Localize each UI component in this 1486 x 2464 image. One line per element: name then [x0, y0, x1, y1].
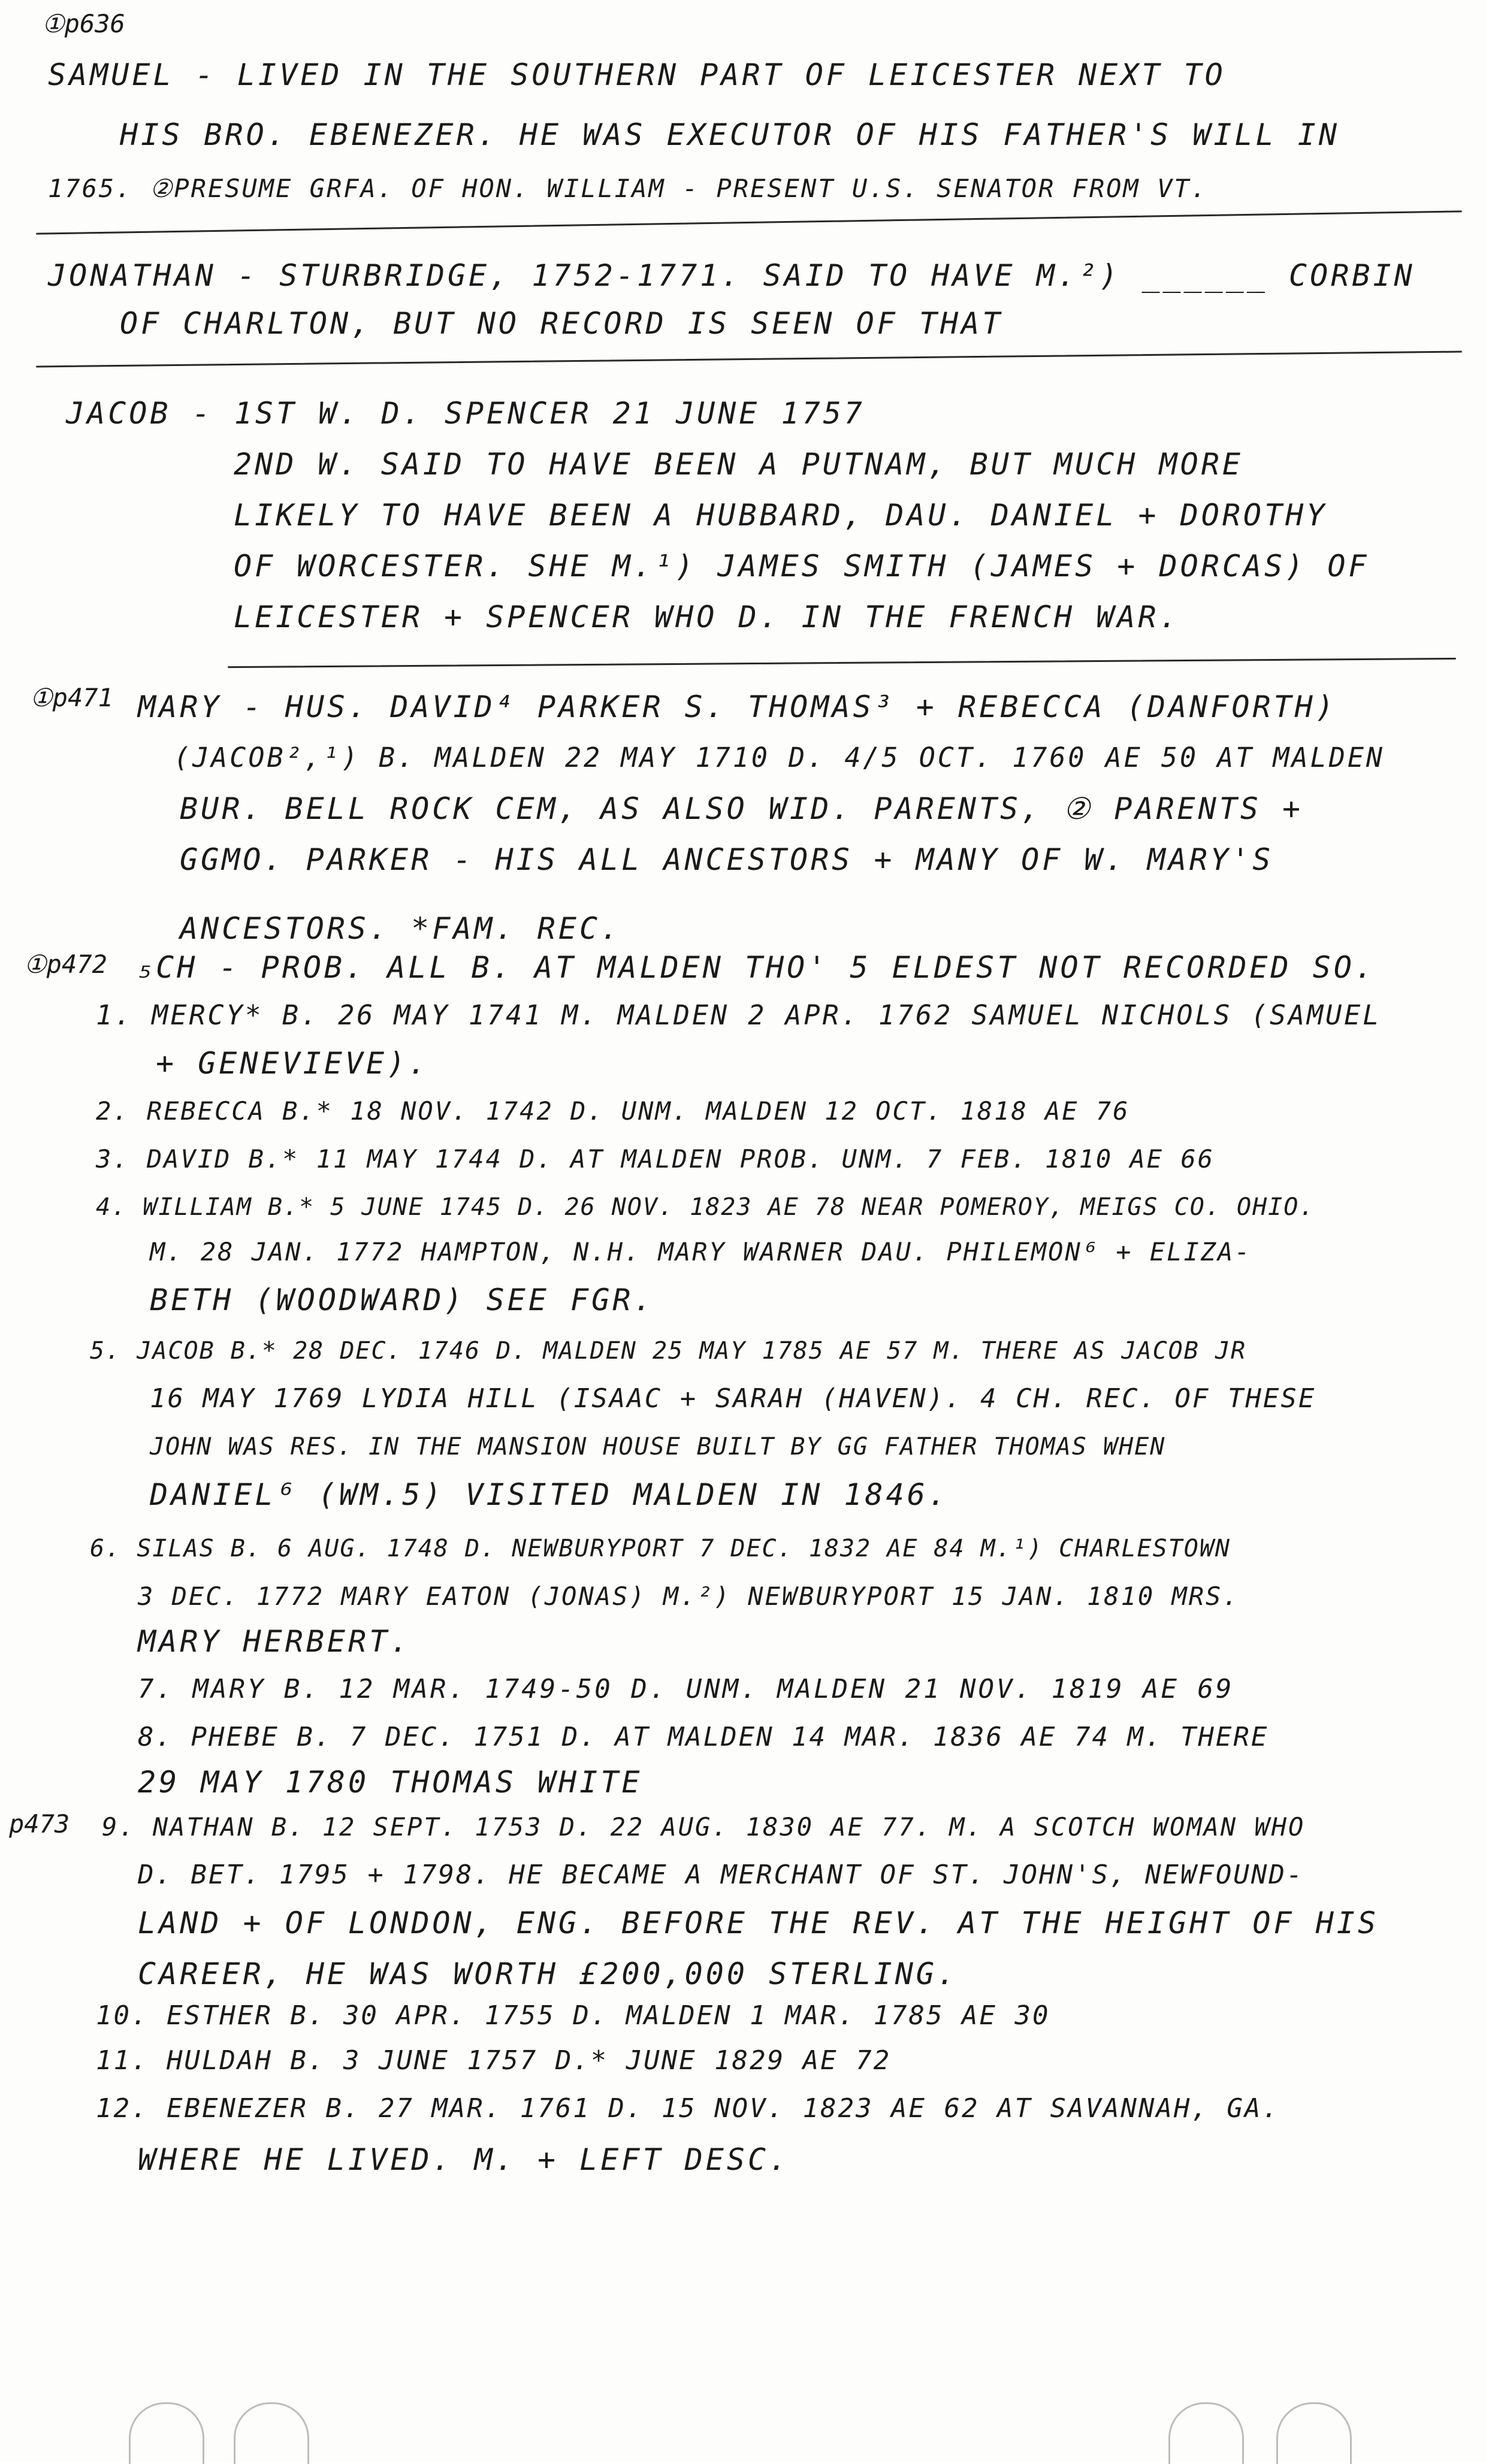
page-reference-marker: ①p472	[24, 950, 107, 979]
binder-hole	[129, 2402, 204, 2464]
mary-line-3: BUR. BELL ROCK CEM, AS ALSO WID. PARENTS, ② PARENTS +	[180, 791, 1304, 826]
jacob-line-2: 2ND W. SAID TO HAVE BEEN A PUTNAM, BUT MUCH MORE	[234, 447, 1243, 482]
section-divider	[36, 351, 1462, 368]
mary-line-4: GGMO. PARKER - HIS ALL ANCESTORS + MANY OF W. MARY'S	[180, 842, 1274, 877]
child-line-4: 3. DAVID B.* 11 MAY 1744 D. AT MALDEN PROB. UNM. 7 FEB. 1810 AE 66	[96, 1144, 1215, 1174]
nathan-line-4: CAREER, HE WAS WORTH £200,000 STERLING.	[138, 1957, 958, 1991]
child-line-11: DANIEL⁶ (WM.5) VISITED MALDEN IN 1846.	[150, 1477, 949, 1512]
page-reference-marker: p473	[9, 1809, 70, 1839]
child-line-7: BETH (WOODWARD) SEE FGR.	[150, 1283, 655, 1317]
nathan-line-3: LAND + OF LONDON, ENG. BEFORE THE REV. AT THE HEIGHT OF HIS	[138, 1906, 1379, 1940]
child-line-14: MARY HERBERT.	[138, 1624, 412, 1659]
nathan-line-6: 11. HULDAH B. 3 JUNE 1757 D.* JUNE 1829 AE 72	[96, 2045, 892, 2076]
jacob-line-3: LIKELY TO HAVE BEEN A HUBBARD, DAU. DANIEL + DOROTHY	[234, 498, 1328, 533]
child-line-9: 16 MAY 1769 LYDIA HILL (ISAAC + SARAH (HAVEN). 4 CH. REC. OF THESE	[150, 1383, 1316, 1414]
child-line-2: + GENEVIEVE).	[156, 1046, 430, 1081]
child-line-1: 1. MERCY* B. 26 MAY 1741 M. MALDEN 2 APR. 1762 SAMUEL NICHOLS (SAMUEL	[96, 999, 1382, 1031]
jacob-line-5: LEICESTER + SPENCER WHO D. IN THE FRENCH WAR.	[234, 600, 1180, 634]
samuel-line-1: SAMUEL - LIVED IN THE SOUTHERN PART OF LEICESTER NEXT TO	[48, 58, 1226, 92]
child-line-5: 4. WILLIAM B.* 5 JUNE 1745 D. 26 NOV. 1823 AE 78 NEAR POMEROY, MEIGS CO. OHIO.	[96, 1193, 1315, 1221]
binder-hole	[1276, 2402, 1352, 2464]
child-line-16: 8. PHEBE B. 7 DEC. 1751 D. AT MALDEN 14 MAR. 1836 AE 74 M. THERE	[138, 1722, 1269, 1752]
nathan-line-2: D. BET. 1795 + 1798. HE BECAME A MERCHANT OF ST. JOHN'S, NEWFOUND-	[138, 1860, 1304, 1890]
child-line-10: JOHN WAS RES. IN THE MANSION HOUSE BUILT BY GG FATHER THOMAS WHEN	[150, 1433, 1166, 1461]
section-divider	[36, 210, 1462, 234]
nathan-line-5: 10. ESTHER B. 30 APR. 1755 D. MALDEN 1 MAR. 1785 AE 30	[96, 2000, 1050, 2031]
nathan-line-8: WHERE HE LIVED. M. + LEFT DESC.	[138, 2142, 790, 2177]
page-reference-marker: ①p636	[42, 9, 125, 38]
child-line-3: 2. REBECCA B.* 18 NOV. 1742 D. UNM. MALDEN 12 OCT. 1818 AE 76	[96, 1096, 1130, 1126]
section-divider	[228, 658, 1456, 668]
child-line-6: M. 28 JAN. 1772 HAMPTON, N.H. MARY WARNER DAU. PHILEMON⁶ + ELIZA-	[150, 1237, 1252, 1266]
binder-hole	[1168, 2402, 1244, 2464]
samuel-line-2: HIS BRO. EBENEZER. HE WAS EXECUTOR OF HIS FATHER'S WILL IN	[120, 117, 1340, 152]
child-line-12: 6. SILAS B. 6 AUG. 1748 D. NEWBURYPORT 7 DEC. 1832 AE 84 M.¹) CHARLESTOWN	[90, 1535, 1231, 1562]
mary-line-1: MARY - HUS. DAVID⁴ PARKER S. THOMAS³ + REBECCA (DANFORTH)	[138, 690, 1337, 724]
jacob-line-4: OF WORCESTER. SHE M.¹) JAMES SMITH (JAMES + DORCAS) OF	[234, 549, 1370, 584]
samuel-line-3: 1765. ②PRESUME GRFA. OF HON. WILLIAM - PRESENT U.S. SENATOR FROM VT.	[48, 174, 1208, 203]
child-line-17: 29 MAY 1780 THOMAS WHITE	[138, 1765, 643, 1800]
nathan-line-1: 9. NATHAN B. 12 SEPT. 1753 D. 22 AUG. 1830 AE 77. M. A SCOTCH WOMAN WHO	[102, 1812, 1306, 1842]
jacob-line-1: JACOB - 1ST W. D. SPENCER 21 JUNE 1757	[66, 396, 865, 431]
jonathan-line-1: JONATHAN - STURBRIDGE, 1752-1771. SAID TO HAVE M.²) ______ CORBIN	[48, 258, 1415, 293]
children-intro: ₅CH - PROB. ALL B. AT MALDEN THO' 5 ELDEST NOT RECORDED SO.	[135, 950, 1376, 985]
binder-hole	[234, 2402, 309, 2464]
jonathan-line-2: OF CHARLTON, BUT NO RECORD IS SEEN OF THAT	[120, 306, 1004, 341]
child-line-13: 3 DEC. 1772 MARY EATON (JONAS) M.²) NEWBURYPORT 15 JAN. 1810 MRS.	[138, 1582, 1240, 1611]
child-line-8: 5. JACOB B.* 28 DEC. 1746 D. MALDEN 25 MAY 1785 AE 57 M. THERE AS JACOB JR	[90, 1337, 1247, 1365]
page-reference-marker: ①p471	[30, 683, 113, 712]
mary-line-5: ANCESTORS. *FAM. REC.	[180, 911, 622, 946]
nathan-line-7: 12. EBENEZER B. 27 MAR. 1761 D. 15 NOV. 1823 AE 62 AT SAVANNAH, GA.	[96, 2093, 1280, 2124]
child-line-15: 7. MARY B. 12 MAR. 1749-50 D. UNM. MALDEN 21 NOV. 1819 AE 69	[138, 1674, 1234, 1704]
mary-line-2: (JACOB²,¹) B. MALDEN 22 MAY 1710 D. 4/5 OCT. 1760 AE 50 AT MALDEN	[174, 742, 1385, 773]
